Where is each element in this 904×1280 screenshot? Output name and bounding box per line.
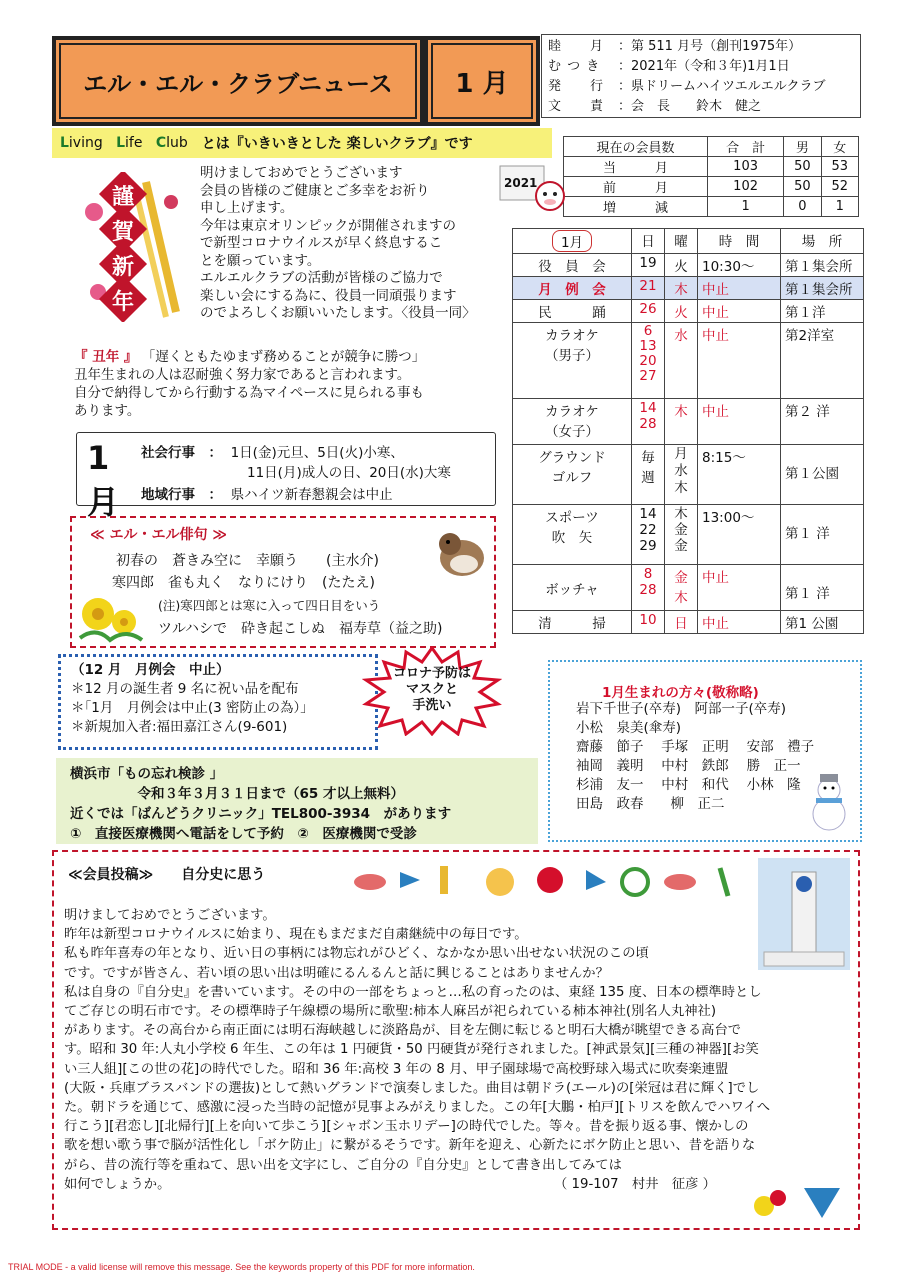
activity-place: 第1 公園 (781, 611, 864, 634)
table-row (513, 229, 864, 254)
post-line: です。ですが皆さん、若い頃の思い出は明確にるんるんと話に興じることはありませんか？ (64, 965, 609, 981)
post-line: がら、昔の流行等を重ねて、思い出を文字にし、ご自分の『自分史』として書き出してみては (64, 1157, 622, 1173)
activity-name: スポーツ 吹 矢 (513, 505, 632, 565)
post-line: (大阪・兵庫ブラスバンドの選抜)として熱いグランドで演奏しました。曲目は朝ドラ(エール)の[栄冠は君に輝く]でし (64, 1080, 760, 1096)
schedule-header-cell: 曜 (665, 229, 698, 254)
activity-day: 19 (632, 254, 665, 277)
info-key: 文 責 (548, 99, 605, 114)
birthday-line: 田島 政春 柳 正二 (576, 796, 725, 812)
post-line: てご存じの明石市です。その標準時子午線標の場所に歌聖:柿本人麻呂が祀られている柿本神社(別名人丸神社) (64, 1004, 717, 1020)
local-events-text: 県ハイツ新春懇親会は中止 (230, 487, 393, 503)
table-row (513, 565, 864, 611)
activity-dow: 金 木 (665, 565, 698, 611)
activity-place: 第2洋室 (781, 323, 864, 399)
activity-name: グラウンド ゴルフ (513, 445, 632, 505)
greeting-line: で新型コロナウイルスが早く終息するこ (200, 235, 443, 251)
activity-name: ボッチャ (513, 565, 632, 611)
kinga-text: 謹賀新年 (111, 185, 134, 315)
table-header-cell: 男 (784, 137, 821, 157)
activity-dow: 木 (665, 277, 698, 300)
activity-time: 中止 (698, 611, 781, 634)
greeting-line: 申し上げます。 (200, 200, 294, 216)
january-icon: 1月 (87, 439, 120, 521)
december-heading: （12 月 月例会 中止） (71, 662, 230, 678)
activity-day: 6 13 20 27 (632, 323, 665, 399)
post-line: 私も昨年喜寿の年となり、近い日の事柄には物忘れがひどく、なかなか思い出せない状況のこの頃 (64, 946, 649, 962)
table-cell: 前 月 (564, 177, 708, 197)
greeting-line: 楽しい会にする為に、役員一同頑張ります (200, 287, 457, 304)
social-events-text: 1日(金)元旦、5日(火)小寒、 (230, 445, 404, 461)
greeting-line: のでよろしくお願いいたします。〈役員一同〉 (200, 305, 476, 321)
info-value: ：第 511 月号（創刊1975年） (618, 39, 802, 54)
checkup-line: 近くでは「ばんどうクリニック」TEL800-3934 があります (70, 806, 452, 822)
december-line: ＊｢1月 月例会は中止(3 密防止の為）｣ (71, 700, 307, 716)
calendar-ox-illustration (498, 160, 566, 220)
toy-top-icon (744, 1180, 844, 1220)
table-row (564, 137, 859, 157)
month-label: 1月 (552, 230, 592, 252)
table-cell: 50 (784, 177, 821, 197)
motto-initial: L (60, 135, 69, 151)
calendar-year: 2021 (504, 176, 538, 190)
motto-initial: C (155, 135, 167, 151)
haiku-line: 初春の 蒼きみ空に 幸願う (主水介) (116, 553, 379, 569)
social-events-label: 社会行事 ： (141, 445, 222, 461)
motto-word: iving (68, 135, 103, 151)
publication-info (541, 34, 861, 118)
sparrow-icon (428, 520, 494, 586)
table-row (513, 323, 864, 399)
table-row (564, 157, 859, 177)
club-motto-banner (52, 128, 552, 158)
post-line: い三人組][この世の花]の時代でした。昭和 36 年:高校 3 年の 8 月、甲子園球場で高校野球入場式に吹奏楽連盟 (64, 1061, 729, 1077)
activity-place: 第２ 洋 (781, 399, 864, 445)
ox-year-line: 「遅くともたゆまず務めることが競争に勝つ」 (141, 349, 426, 365)
haiku-line: ツルハシで 砕き起こしぬ 福寿草（益之助) (158, 621, 443, 637)
activity-day: 8 28 (632, 565, 665, 611)
motto-text: とは『いきいきとした 楽しいクラブ』です (187, 136, 473, 152)
schedule-header-cell (513, 229, 632, 254)
table-row (564, 197, 859, 217)
activity-place: 第１ 洋 (781, 505, 864, 565)
post-line: す。昭和 30 年:人丸小学校 6 年生、この年は 1 円硬貨・50 円硬貨が発行されました。[神武景気][三種の神器][お笑 (64, 1042, 759, 1058)
ox-year-section (74, 348, 494, 420)
haiku-line: 寒四郎 雀も丸く なりにけり (たたえ) (112, 575, 375, 591)
info-key: 睦 月 (548, 39, 605, 54)
activity-place: 第１集会所 (781, 277, 864, 300)
birthday-line: 袖岡 義明 中村 鉄郎 勝 正一 (576, 758, 801, 774)
activity-name: 月 例 会 (513, 277, 632, 300)
info-value: ：会 長 鈴木 健之 (618, 99, 762, 114)
december-line: ＊12 月の誕生者 9 名に祝い品を配布 (71, 681, 299, 697)
ox-year-line: 丑年生まれの人は忍耐強く努力家であると言われます。 (74, 367, 411, 383)
post-line: た。朝ドラを通じて、感激に浸った当時の記憶が見事よみがえりました。この年[大鵬・柏戸][トリスを飲んでハワイへ (64, 1100, 771, 1116)
activity-time: 10:30～ (698, 254, 781, 277)
haiku-section (70, 516, 496, 648)
activity-day: 21 (632, 277, 665, 300)
post-line: 明けましておめでとうございます。 (64, 908, 276, 923)
motto-initial: L (116, 135, 126, 151)
activity-dow: 木 (665, 399, 698, 445)
activity-name: 清 掃 (513, 611, 632, 634)
new-year-greeting (200, 165, 500, 323)
events-box (76, 432, 496, 521)
activity-dow: 月 水 木 (665, 445, 698, 505)
corona-prevention-burst (362, 646, 502, 736)
greeting-line: 今年は東京オリンピックが開催されますの (200, 217, 456, 234)
january-schedule-table (512, 228, 864, 634)
greeting-line: とを願っています。 (200, 252, 321, 269)
schedule-header-cell: 時 間 (698, 229, 781, 254)
table-row (513, 254, 864, 277)
activity-time: 8:15～ (698, 445, 781, 505)
activity-name: 役 員 会 (513, 254, 632, 277)
table-row (513, 300, 864, 323)
birthday-line: 岩下千世子(卒寿) 阿部一子(卒寿) (576, 701, 787, 717)
birthday-heading: 1月生まれの方々(敬称略) (602, 685, 759, 701)
greeting-line: 明けましておめでとうございます (200, 165, 403, 181)
corona-text: コロナ予防は マスクと 手洗い (392, 666, 471, 713)
ox-year-heading: 『 丑年 』 (74, 349, 138, 365)
fukujuso-flower-icon (76, 588, 146, 644)
december-report-box (58, 654, 378, 750)
activity-place: 第１集会所 (781, 254, 864, 277)
schedule-header-cell: 場 所 (781, 229, 864, 254)
birthday-line: 小松 泉美(傘寿) (576, 720, 682, 736)
info-value: ：2021年（令和３年)1月1日 (618, 59, 790, 74)
table-cell: 増 減 (564, 197, 708, 217)
info-key: む つ き (548, 59, 601, 74)
checkup-line: ① 直接医療機関へ電話をして予約 ② 医療機関で受診 (70, 826, 417, 842)
table-row (513, 505, 864, 565)
checkup-line: 令和３年３月３１日まで（65 才以上無料） (70, 786, 404, 802)
activity-name: カラオケ （男子） (513, 323, 632, 399)
table-header-cell: 女 (821, 137, 858, 157)
activity-time: 中止 (698, 323, 781, 399)
kinga-shinnen-illustration (76, 172, 186, 322)
trial-mode-notice: TRIAL MODE - a valid license will remove this message. See the keywords property of this PDF for more information. (8, 1262, 475, 1272)
post-author: （ 19-107 村井 征彦 ） (554, 1177, 716, 1193)
activity-dow: 日 (665, 611, 698, 634)
activity-dow: 火 (665, 254, 698, 277)
ox-year-line: 自分で納得してから行動する為マイペースに見られる事も (74, 385, 425, 401)
table-cell: 1 (821, 197, 858, 217)
activity-dow: 火 (665, 300, 698, 323)
post-line: 歌を想い歌う事で脳が活性化し「ボケ防止」に繋がるそうです。新年を迎え、心新たにボケ防止と思い、昔を語りな (64, 1138, 756, 1154)
table-cell: 1 (707, 197, 783, 217)
activity-dow: 水 (665, 323, 698, 399)
social-events-text: 11日(月)成人の日、20日(水)大寒 (247, 465, 451, 481)
activity-place: 第１ 洋 (781, 565, 864, 611)
post-line: 行こう][君恋し][北帰行][上を向いて歩こう][シャボン玉ホリデー]の時代でした。等々。昔を振り返る事、懐かしの (64, 1119, 749, 1135)
post-line: 昨年は新型コロナウイルスに始まり、現在もまだまだ自粛継続中の毎日です。 (64, 927, 528, 943)
member-post-section (52, 850, 860, 1230)
local-events-label: 地域行事 ： (141, 487, 222, 503)
info-value: ：県ドリームハイツエルエルクラブ (618, 79, 826, 94)
new-year-ornaments-icon (350, 860, 750, 900)
activity-place: 第１公園 (781, 445, 864, 505)
activity-day: 10 (632, 611, 665, 634)
ox-year-line: あります。 (74, 403, 141, 419)
birthday-line: 杉浦 友一 中村 和代 小林 隆 (576, 777, 801, 793)
post-body (64, 906, 844, 1194)
activity-time: 中止 (698, 565, 781, 611)
table-cell: 52 (821, 177, 858, 197)
motto-word: ife (125, 135, 143, 151)
activity-time: 13:00～ (698, 505, 781, 565)
issue-month: 1 月 (424, 36, 540, 126)
birthday-line: 齋藤 節子 手塚 正明 安部 禮子 (576, 739, 815, 755)
table-row (564, 177, 859, 197)
table-cell: 0 (784, 197, 821, 217)
haiku-line: (注)寒四郎とは寒に入って四日目をいう (158, 598, 381, 613)
post-line: 如何でしょうか。 (64, 1176, 171, 1192)
memory-checkup-box (56, 758, 538, 844)
info-key: 発 行 (548, 79, 605, 94)
table-header-cell: 現在の会員数 (564, 137, 708, 157)
motto-word: lub (166, 135, 188, 151)
activity-day: 毎 週 (632, 445, 665, 505)
table-header-cell: 合 計 (707, 137, 783, 157)
newsletter-title: エル・エル・クラブニュース (52, 36, 424, 126)
checkup-line: 横浜市「もの忘れ検診 」 (70, 766, 224, 782)
post-heading: ≪会員投稿≫ 自分史に思う (68, 867, 266, 883)
table-row (513, 445, 864, 505)
greeting-line: エルエルクラブの活動が皆様のご協力で (200, 270, 443, 286)
table-row (513, 277, 864, 300)
table-cell: 103 (707, 157, 783, 177)
activity-day: 26 (632, 300, 665, 323)
activity-place: 第１洋 (781, 300, 864, 323)
table-cell: 53 (821, 157, 858, 177)
activity-time: 中止 (698, 277, 781, 300)
activity-time: 中止 (698, 399, 781, 445)
snowman-icon (804, 770, 854, 832)
table-cell: 102 (707, 177, 783, 197)
table-row (513, 611, 864, 634)
activity-name: 民 踊 (513, 300, 632, 323)
member-count-table (563, 136, 859, 217)
greeting-line: 会員の皆様のご健康とご多幸をお祈り (200, 182, 430, 199)
table-cell: 当 月 (564, 157, 708, 177)
post-line: 私は自身の『自分史』を書いています。その中の一部をちょっと…私の育ったのは、東経 135 度、日本の標準時とし (64, 984, 762, 1000)
activity-day: 14 22 29 (632, 505, 665, 565)
activity-time: 中止 (698, 300, 781, 323)
january-birthdays-box (548, 660, 862, 842)
activity-day: 14 28 (632, 399, 665, 445)
activity-dow: 木 金 金 (665, 505, 698, 565)
schedule-header-cell: 日 (632, 229, 665, 254)
december-line: ＊新規加入者:福田嘉江さん(9-601) (71, 719, 288, 735)
haiku-heading: ≪ エル・エル俳句 ≫ (90, 527, 228, 543)
post-line: があります。その高台から南正面には明石海峡越しに淡路島が、目を左側に転じると明石大橋が眺望できる高台で (64, 1023, 742, 1039)
table-cell: 50 (784, 157, 821, 177)
table-row (513, 399, 864, 445)
activity-name: カラオケ （女子） (513, 399, 632, 445)
